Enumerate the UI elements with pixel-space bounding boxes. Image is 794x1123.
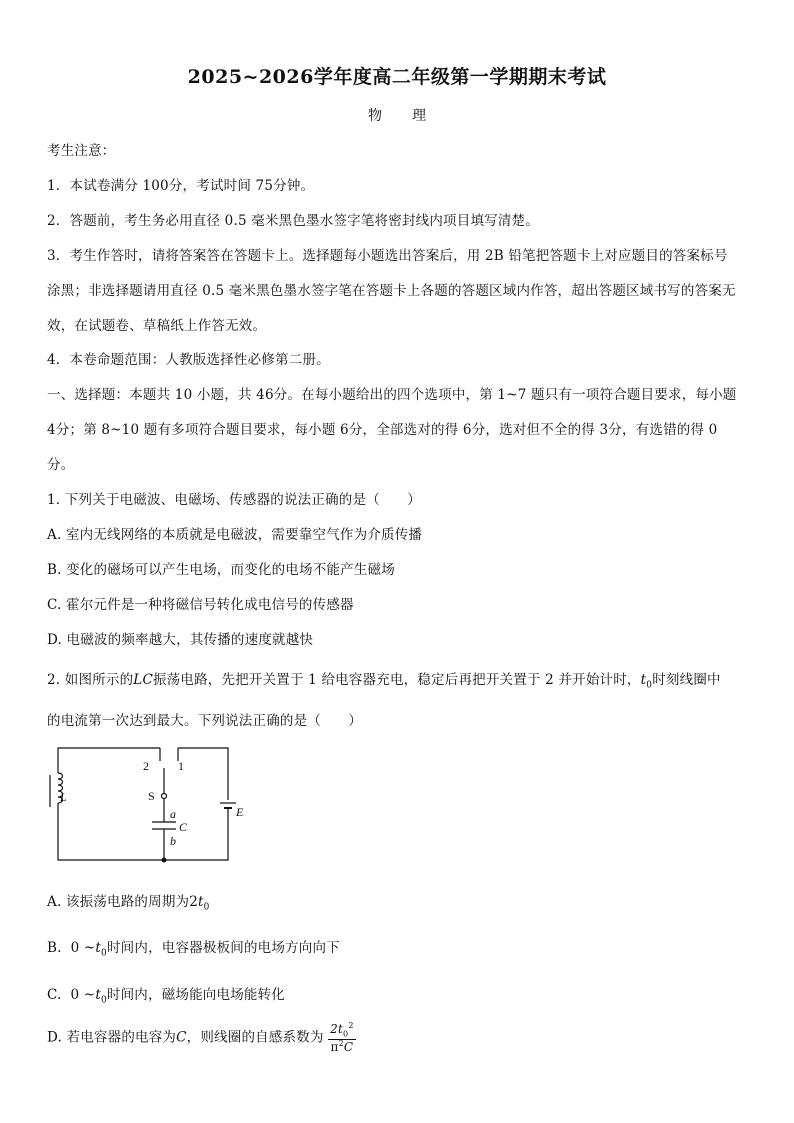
notice-item-1: 1．本试卷满分 100分，考试时间 75分钟。: [47, 178, 315, 194]
question-1-option-d: D. 电磁波的频率越大，其传播的速度就越快: [47, 632, 314, 648]
option-b-range: 0 ~: [70, 940, 96, 956]
question-1-option-c: C. 霍尔元件是一种将磁信号转化成电信号的传感器: [47, 597, 354, 613]
label-capacitor-c: C: [179, 820, 188, 834]
label-plate-a: a: [170, 807, 176, 821]
subject-title: 物理: [368, 108, 456, 124]
section-1-line-3: 分。: [47, 457, 75, 473]
notice-item-2: 2．答题前，考生务必用直径 0.5 毫米黑色墨水签字笔将密封线内项目填写清楚。: [47, 213, 539, 229]
label-contact-1: 1: [178, 759, 184, 773]
question-2-option-b: [47, 936, 340, 959]
label-switch-s: S: [148, 789, 155, 803]
option-c-text: 时间内，磁场能向电场能转化: [106, 987, 286, 1003]
label-plate-b: b: [170, 834, 176, 848]
option-a-subscript: 0: [203, 902, 210, 913]
lc-circuit-diagram: [40, 743, 250, 868]
fraction-denominator: $\pi^2C$: [330, 1039, 354, 1055]
option-a-t-symbol: t: [198, 894, 204, 910]
notice-item-3-line-2: 涂黑；非选择题请用直径 0.5 毫米黑色墨水签字笔在答题卡上各题的答题区域内作答，超出答题区域书写的答案无: [47, 283, 736, 299]
option-c-range: 0 ~: [70, 987, 96, 1003]
option-b-t-symbol: t: [95, 940, 102, 956]
option-b-subscript: 0: [101, 948, 107, 959]
stem-text-a: 2. 如图所示的: [47, 672, 134, 688]
option-c-subscript: 0: [100, 995, 107, 1006]
question-2-stem-line-1: [47, 668, 721, 691]
option-d-capacitance: C: [176, 1029, 187, 1046]
question-2-option-a: [47, 890, 210, 913]
option-d-prefix: D. 若电容器的电容为: [47, 1029, 177, 1046]
question-2-option-d: [47, 1022, 356, 1054]
question-2-stem-line-2: 的电流第一次达到最大。下列说法正确的是（ ）: [47, 713, 363, 729]
question-1-stem: 1. 下列关于电磁波、电磁场、传感器的说法正确的是（ ）: [47, 492, 421, 508]
option-a-text: A. 该振荡电路的周期为: [47, 894, 190, 910]
t0-subscript: 0: [646, 680, 653, 691]
fraction-numerator: $2t_0^2$: [330, 1021, 354, 1039]
t0-symbol: t: [640, 672, 647, 688]
notice-item-3-line-3: 效，在试题卷、草稿纸上作答无效。: [47, 318, 267, 334]
stem-text-b: 振荡电路，先把开关置于 1 给电容器充电，稳定后再把开关置于 2 并开始计时，: [152, 672, 641, 688]
question-1-option-a: A. 室内无线网络的本质就是电磁波，需要靠空气作为介质传播: [47, 527, 423, 543]
question-1-option-b: B. 变化的磁场可以产生电场，而变化的电场不能产生磁场: [47, 562, 395, 578]
stem-text-c: 时刻线圈中: [652, 672, 721, 688]
label-battery-e: E: [236, 805, 244, 819]
inductance-fraction: [328, 1022, 355, 1054]
question-2-option-c: [47, 983, 285, 1006]
section-1-line-2: 4分；第 8~10 题有多项符合题目要求，每小题 6分，全部选对的得 6分，选对但不全的得 3分，有选错的得 0: [47, 422, 718, 438]
option-a-value: 2: [189, 894, 199, 910]
option-d-mid: ，则线圈的自感系数为: [186, 1029, 324, 1046]
label-inductor-l: L: [60, 790, 67, 804]
exam-title: 2025~2026学年度高二年级第一学期期末考试: [187, 66, 607, 88]
label-contact-2: 2: [143, 759, 149, 773]
notice-heading: 考生注意：: [47, 143, 116, 159]
notice-item-4: 4．本卷命题范围：人教版选择性必修第二册。: [47, 352, 330, 368]
option-b-text: 时间内，电容器极板间的电场方向向下: [106, 940, 340, 956]
lc-symbol: LC: [133, 672, 153, 688]
notice-item-3-line-1: 3．考生作答时，请将答案答在答题卡上。选择题每小题选出答案后，用 2B 铅笔把答题卡上对应题目的答案标号: [47, 248, 728, 264]
option-c-prefix: C.: [47, 987, 62, 1003]
option-c-t-symbol: t: [95, 987, 101, 1003]
section-1-line-1: 一、选择题：本题共 10 小题，共 46分。在每小题给出的四个选项中，第 1~7 题只有一项符合题目要求，每小题: [47, 387, 737, 403]
option-b-prefix: B.: [47, 940, 62, 956]
